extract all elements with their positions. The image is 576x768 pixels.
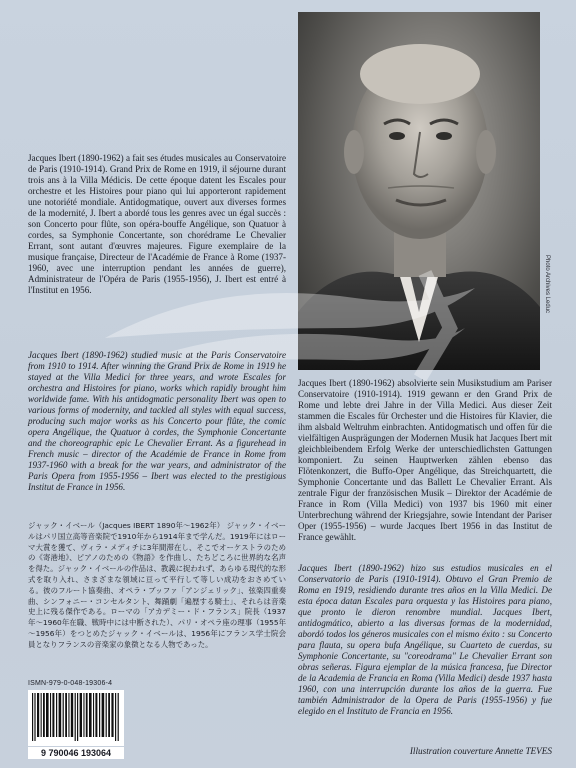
french-biography: Jacques Ibert (1890-1962) a fait ses études musicales au Conservatoire de Paris (1910-1914). Grand Prix de Rome en 1919, il séjourne durant trois ans à la Villa Médicis. De cette époque datent les Escales pour orchestre et les Histoires pour piano qui lui apporteront rapidement une notoriété mondiale. Antidogmatique, ouvert aux diverses formes de la modernité, J. Ibert a abordé tous les genres avec un égal succès : son Concerto pour flûte, son opéra-bouffe Angélique, son Quatuor à cordes, sa Symphonie Concertante, son chorédrame Le Chevalier Errant, sont autant d'œuvres majeures. Figure exemplaire de la musique française, Directeur de l'Académie de France à Rome (1937-1960, avec une interruption pendant les années de guerre), Administrateur de l'Opéra de Paris (1955-1956), J. Ibert est entré à l'Institut en 1956.: [28, 153, 286, 295]
barcode: [28, 690, 124, 746]
photo-credit-text: Photo Archives Leduc: [544, 255, 550, 314]
english-biography: Jacques Ibert (1890-1962) studied music at the Paris Conservatoire from 1910 to 1914. After winning the Grand Prix de Rome in 1919 he stayed at the Villa Medici for three years, and wrote Escales for orchestra and Histoires for piano, works which rapidly brought him worldwide fame. With his antidogmatic personality Ibert was open to various forms of modernity, and tackled all styles with equal success, producing such major works as his Concerto pour flûte, the comic opera Angélique, the Quatuor à cordes, the Symphonie Concertante and the choreographic epic Le Chevalier Errant. As a figurehead in French music – director of the Académie de France in Rome from 1937-1960 with a break for the war years, and administrator of the Paris Opera from 1955-1956 – Ibert was elected to the prestigious Institut de France in 1956.: [28, 350, 286, 492]
spanish-biography: Jacques Ibert (1890-1962) hizo sus estudios musicales en el Conservatorio de Paris (1910-1914). Obtuvo el Gran Premio de Roma en 1919, residiendo durante tres años en la Villa Medici. De esta época datan Escales para orquesta y las Histoires para piano, que pronto le dieron renombre mundial. Jacques Ibert, antidogmático, abierto a las diversas formas de la modernidad, abordó todos los géneros musicales con el mismo éxito : su Concerto para flauta, su opera bufa Angélique, su Cuarteto de cuerdas, su Symphonie Concertante, su "coreodrama" Le Chevalier Errant son obras señeras. Figura ejemplar de la música francesa, fue Director de la Academia de Francia en Roma (Villa Medici) desde 1937 hasta 1960, con una interrupción durante los años de la guerra. Fue también Administrador de la Opera de Paris (1955-1956) y fue elegido en el Instituto de Francia en 1956.: [298, 563, 552, 716]
japanese-biography: ジャック・イベール（Jacques IBERT 1890年～1962年） ジャック・イベールはパリ国立高等音楽院で1910年から1914年まで学んだ。1919年にはローマ大賞を獲て、ヴィラ・メディチに3年間滞在し、そこでオーケストラのための《寄港地》、ピアノのための《物語》を作曲し、たちどころに世界的な名声を得た。ジャック・イベールの作品は、教義に捉われず、あらゆる現代的な形式を取り入れ、さまざまな領域に亘って平行して等しい成功をおさめている。彼のフルート協奏曲、オペラ・ブッファ「アンジェリック」、弦楽四重奏曲、シンフォニー・コンセルタント、舞踊劇「遍歴する騎士」、それらは音楽史上に残る傑作である。ローマの「アカデミー・ド・フランス」院長（1937年～1960年在職、戦時中には中断された）、パリ・オペラ座の理事（1955年～1956年）をつとめたジャック・イベールは、1956年にフランス学士院会員となりフランスの音楽家の象徴となる人物であった。: [28, 521, 286, 649]
german-biography: Jacques Ibert (1890-1962) absolvierte sein Musikstudium am Pariser Conservatoire (1910-1914). 1919 gewann er den Grand Prix de Rome und lebte drei Jahre in der Villa Medici. Aus dieser Zeit stammen die Escales für Orchester und die Histoires für Klavier, die ihm alsbald Weltruhm einbrachten. Antidogmatisch und offen für die vielfältigen Ausprägungen der Modernen Musik hat Jacques Ibert mit gleichbleibendem Erfolg Werke der unterschiedlichsten Gattungen komponiert. Zu seinen Hauptwerken zählen ebenso das Flötenkonzert, die Buffo-Oper Angélique, das Streichquartett, die Symphonie Concertante und das Ballett Le Chevalier Errant. Als zentrale Figur der französischen Musik – Direktor der Académie de France in Rom (Villa Medici) von 1937 bis 1960 mit einer Unterbrechung während der Kriegsjahre, sowie Intendant der Pariser Oper (1955-1956) – wurde Jacques Ibert 1956 in das Institut de France gewählt.: [298, 378, 552, 542]
photo-credit: [540, 255, 558, 365]
ismn-number: ISMN-979-0-048-19306-4: [28, 680, 113, 687]
barcode-bars: [32, 693, 120, 741]
illustration-credit: Illustration couverture Annette TEVES: [409, 746, 552, 756]
barcode-number: 9 790046 193064: [28, 747, 124, 759]
